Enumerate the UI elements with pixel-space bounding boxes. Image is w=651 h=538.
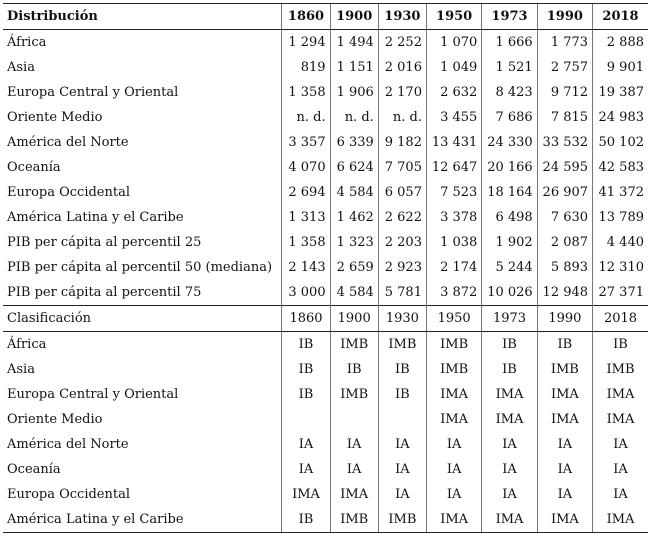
cell-value: 13 431	[426, 130, 481, 155]
classification-cell: IMA	[330, 482, 378, 507]
row-label: Europa Occidental	[7, 185, 131, 200]
classification-cell: IMB	[378, 332, 426, 358]
row-label: Asia	[7, 60, 35, 75]
cell-value: 1 049	[426, 55, 481, 80]
cell-value: 33 532	[537, 130, 592, 155]
cell-value: 5 781	[378, 280, 426, 306]
classification-cell: IMA	[482, 507, 537, 533]
row-label: América del Norte	[7, 135, 129, 150]
header-year: 1900	[330, 4, 378, 30]
cell-value: 1 151	[330, 55, 378, 80]
classification-cell: IA	[537, 457, 592, 482]
cell-value: 1 773	[537, 30, 592, 56]
classification-cell: IMB	[378, 507, 426, 533]
classification-row	[3, 482, 648, 507]
cell-value: 2 659	[330, 255, 378, 280]
classification-header-year: 1860	[282, 306, 330, 332]
cell-value: 3 872	[426, 280, 481, 306]
cell-value: 10 026	[482, 280, 537, 306]
cell-value: 6 498	[482, 205, 537, 230]
classification-cell: IA	[426, 482, 481, 507]
cell-value: 4 440	[593, 230, 648, 255]
cell-value: 24 983	[593, 105, 648, 130]
table-row	[3, 230, 648, 255]
row-label: PIB per cápita al percentil 75	[7, 285, 202, 300]
cell-value: 12 948	[537, 280, 592, 306]
classification-row	[3, 357, 648, 382]
cell-value: 2 087	[537, 230, 592, 255]
cell-value: 6 057	[378, 180, 426, 205]
cell-value: 1 323	[330, 230, 378, 255]
classification-cell: IA	[378, 482, 426, 507]
table-row	[3, 105, 648, 130]
classification-header-year: 1990	[537, 306, 592, 332]
cell-value: 2 757	[537, 55, 592, 80]
cell-value: 7 523	[426, 180, 481, 205]
cell-value: 7 705	[378, 155, 426, 180]
classification-header-year: 1950	[426, 306, 481, 332]
cell-value: 12 647	[426, 155, 481, 180]
classification-row	[3, 432, 648, 457]
cell-value: 2 888	[593, 30, 648, 56]
cell-value: 24 595	[537, 155, 592, 180]
cell-value: 2 632	[426, 80, 481, 105]
classification-cell: IA	[330, 457, 378, 482]
table-row	[3, 55, 648, 80]
classification-row	[3, 332, 648, 358]
row-label: Oceanía	[7, 160, 61, 175]
cell-value: 26 907	[537, 180, 592, 205]
cell-value: 2 170	[378, 80, 426, 105]
cell-value: 1 902	[482, 230, 537, 255]
cell-value: 1 494	[330, 30, 378, 56]
table-row	[3, 180, 648, 205]
cell-value: 6 624	[330, 155, 378, 180]
classification-cell: IA	[426, 432, 481, 457]
classification-cell: IMB	[330, 382, 378, 407]
classification-cell: IB	[282, 332, 330, 358]
cell-value: 2 016	[378, 55, 426, 80]
cell-value: 2 622	[378, 205, 426, 230]
table-row	[3, 130, 648, 155]
cell-value: 6 339	[330, 130, 378, 155]
cell-value: 4 584	[330, 180, 378, 205]
classification-cell: IA	[282, 432, 330, 457]
classification-cell: IB	[378, 357, 426, 382]
table-row	[3, 155, 648, 180]
cell-value: 9 712	[537, 80, 592, 105]
classification-row	[3, 457, 648, 482]
row-label: Europa Central y Oriental	[7, 85, 179, 100]
classification-cell: IMA	[482, 382, 537, 407]
cell-value: 50 102	[593, 130, 648, 155]
classification-cell: IA	[537, 482, 592, 507]
cell-value: 1 358	[282, 230, 330, 255]
classification-cell: IB	[330, 357, 378, 382]
table-row	[3, 80, 648, 105]
row-label: Oriente Medio	[7, 110, 103, 125]
header-distribution-label: Distribución	[3, 4, 282, 30]
cell-value: n. d.	[282, 105, 330, 130]
header-year: 1973	[482, 4, 537, 30]
cell-value: 3 455	[426, 105, 481, 130]
row-label: África	[7, 35, 47, 50]
row-label: PIB per cápita al percentil 25	[7, 235, 202, 250]
row-label: América del Norte	[7, 437, 129, 452]
classification-row	[3, 407, 648, 432]
header-year: 1990	[537, 4, 592, 30]
cell-value: 7 815	[537, 105, 592, 130]
classification-cell	[378, 407, 426, 432]
classification-cell: IB	[482, 332, 537, 358]
classification-cell: IB	[537, 332, 592, 358]
cell-value: 24 330	[482, 130, 537, 155]
classification-cell: IMA	[593, 382, 648, 407]
cell-value: 20 166	[482, 155, 537, 180]
classification-cell: IMA	[593, 507, 648, 533]
classification-label: Clasificación	[3, 306, 282, 332]
classification-row	[3, 507, 648, 533]
cell-value: 5 893	[537, 255, 592, 280]
cell-value: 8 423	[482, 80, 537, 105]
cell-value: 2 174	[426, 255, 481, 280]
table-row	[3, 280, 648, 306]
classification-cell: IMA	[537, 407, 592, 432]
classification-cell: IA	[482, 482, 537, 507]
cell-value: 1 906	[330, 80, 378, 105]
classification-cell: IMA	[282, 482, 330, 507]
classification-cell: IMB	[330, 507, 378, 533]
cell-value: 4 584	[330, 280, 378, 306]
table-row	[3, 30, 648, 56]
cell-value: 9 182	[378, 130, 426, 155]
classification-cell: IB	[482, 357, 537, 382]
cell-value: 12 310	[593, 255, 648, 280]
classification-cell: IA	[482, 457, 537, 482]
row-label: Europa Central y Oriental	[7, 387, 179, 402]
classification-cell: IMA	[426, 407, 481, 432]
row-label: África	[7, 337, 47, 352]
classification-cell: IMB	[330, 332, 378, 358]
classification-cell	[282, 407, 330, 432]
classification-header-year: 1973	[482, 306, 537, 332]
cell-value: 18 164	[482, 180, 537, 205]
cell-value: 1 313	[282, 205, 330, 230]
classification-cell: IMA	[537, 507, 592, 533]
cell-value: 5 244	[482, 255, 537, 280]
classification-cell: IB	[378, 382, 426, 407]
cell-value: 2 252	[378, 30, 426, 56]
cell-value: n. d.	[378, 105, 426, 130]
row-label: Oriente Medio	[7, 412, 103, 427]
gdp-table-container	[3, 3, 648, 533]
cell-value: 2 143	[282, 255, 330, 280]
table-row	[3, 255, 648, 280]
classification-cell: IA	[593, 482, 648, 507]
header-year: 1930	[378, 4, 426, 30]
gdp-per-capita-table	[3, 3, 648, 533]
cell-value: 1 038	[426, 230, 481, 255]
cell-value: 3 000	[282, 280, 330, 306]
classification-cell: IMB	[426, 332, 481, 358]
classification-header-year: 1900	[330, 306, 378, 332]
classification-cell: IA	[378, 457, 426, 482]
cell-value: 1 294	[282, 30, 330, 56]
classification-cell: IMB	[426, 357, 481, 382]
cell-value: n. d.	[330, 105, 378, 130]
classification-header-row	[3, 306, 648, 332]
cell-value: 9 901	[593, 55, 648, 80]
cell-value: 1 666	[482, 30, 537, 56]
cell-value: 42 583	[593, 155, 648, 180]
header-year: 2018	[593, 4, 648, 30]
table-row	[3, 205, 648, 230]
table-header-row	[3, 4, 648, 30]
classification-cell: IA	[330, 432, 378, 457]
classification-cell: IMB	[537, 357, 592, 382]
cell-value: 2 694	[282, 180, 330, 205]
row-label: Oceanía	[7, 462, 61, 477]
classification-cell: IA	[593, 432, 648, 457]
classification-cell	[330, 407, 378, 432]
classification-cell: IA	[537, 432, 592, 457]
cell-value: 27 371	[593, 280, 648, 306]
classification-cell: IMB	[593, 357, 648, 382]
row-label: Asia	[7, 362, 35, 377]
classification-cell: IMA	[426, 382, 481, 407]
cell-value: 41 372	[593, 180, 648, 205]
classification-cell: IMA	[426, 507, 481, 533]
classification-cell: IB	[282, 357, 330, 382]
classification-header-year: 2018	[593, 306, 648, 332]
row-label: PIB per cápita al percentil 50 (mediana)	[7, 260, 273, 275]
cell-value: 819	[282, 55, 330, 80]
classification-cell: IA	[282, 457, 330, 482]
cell-value: 1 462	[330, 205, 378, 230]
classification-body	[3, 306, 648, 533]
cell-value: 19 387	[593, 80, 648, 105]
classification-cell: IB	[282, 507, 330, 533]
classification-cell: IA	[378, 432, 426, 457]
classification-cell: IA	[482, 432, 537, 457]
classification-cell: IB	[593, 332, 648, 358]
cell-value: 4 070	[282, 155, 330, 180]
classification-cell: IA	[426, 457, 481, 482]
row-label: Europa Occidental	[7, 487, 131, 502]
cell-value: 3 378	[426, 205, 481, 230]
classification-cell: IB	[282, 382, 330, 407]
classification-cell: IMA	[537, 382, 592, 407]
classification-cell: IMA	[593, 407, 648, 432]
cell-value: 3 357	[282, 130, 330, 155]
classification-row	[3, 382, 648, 407]
cell-value: 7 686	[482, 105, 537, 130]
header-year: 1860	[282, 4, 330, 30]
header-year: 1950	[426, 4, 481, 30]
row-label: América Latina y el Caribe	[7, 210, 184, 225]
cell-value: 2 923	[378, 255, 426, 280]
cell-value: 1 521	[482, 55, 537, 80]
cell-value: 7 630	[537, 205, 592, 230]
cell-value: 13 789	[593, 205, 648, 230]
cell-value: 1 358	[282, 80, 330, 105]
classification-cell: IA	[593, 457, 648, 482]
distribution-body	[3, 30, 648, 306]
classification-cell: IMA	[482, 407, 537, 432]
classification-header-year: 1930	[378, 306, 426, 332]
row-label: América Latina y el Caribe	[3, 507, 282, 533]
cell-value: 1 070	[426, 30, 481, 56]
cell-value: 2 203	[378, 230, 426, 255]
